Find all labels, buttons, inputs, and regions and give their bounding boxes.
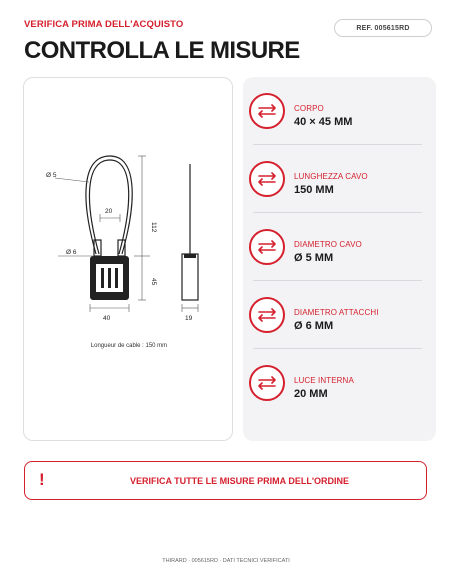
cable-length-caption: Longueur de cable : 150 mm	[90, 343, 168, 349]
spec-value: 20 MM	[294, 388, 328, 400]
alert-text: VERIFICA TUTTE LE MISURE PRIMA DELL'ORDINE	[130, 476, 349, 486]
page-kicker: VERIFICA PRIMA DELL'ACQUISTO	[24, 19, 184, 30]
spec-label: DIAMETRO ATTACCHI	[294, 308, 379, 317]
spec-label: LUNGHEZZA CAVO	[294, 172, 368, 181]
spec-row-shackle-diameter	[243, 281, 436, 349]
label-inner-width: 20	[105, 208, 113, 215]
dial-2	[108, 268, 111, 288]
measurement-alert	[24, 461, 427, 500]
padlock-technical-drawing	[24, 78, 234, 358]
spec-value: 40 × 45 MM	[294, 116, 353, 128]
spec-value: Ø 5 MM	[294, 252, 334, 264]
exclamation-icon: !	[39, 470, 45, 489]
spec-label: DIAMETRO CAVO	[294, 240, 362, 249]
label-body-height: 45	[150, 278, 157, 286]
spec-label: CORPO	[294, 104, 324, 113]
page-footer: THIRARD · 005615RD · DATI TECNICI VERIFICATI	[162, 558, 290, 564]
spec-row-inner-clearance	[243, 349, 436, 417]
dial-3	[115, 268, 118, 288]
side-cap	[184, 254, 196, 258]
spec-value: 150 MM	[294, 184, 334, 196]
specs-panel	[243, 77, 436, 441]
label-shackle-diameter: Ø 6	[66, 249, 77, 256]
leader-cable-diameter	[55, 178, 89, 182]
label-cable-diameter: Ø 5	[46, 172, 57, 179]
spec-row-cable-diameter	[243, 213, 436, 281]
horizontal-double-arrow-icon	[249, 297, 285, 333]
horizontal-double-arrow-icon	[249, 161, 285, 197]
dial-1	[101, 268, 104, 288]
label-body-width: 40	[103, 315, 111, 322]
horizontal-double-arrow-icon	[249, 365, 285, 401]
label-total-height: 112	[150, 222, 157, 233]
spec-label: LUCE INTERNA	[294, 376, 354, 385]
horizontal-double-arrow-icon	[249, 229, 285, 265]
side-body	[182, 254, 198, 300]
page-title: CONTROLLA LE MISURE	[24, 37, 300, 64]
label-body-depth: 19	[185, 315, 193, 322]
reference-badge: REF. 005615RD	[334, 19, 432, 37]
spec-row-cable-length	[243, 145, 436, 213]
spec-value: Ø 6 MM	[294, 320, 334, 332]
technical-drawing-card	[23, 77, 233, 441]
spec-row-body	[243, 77, 436, 145]
horizontal-double-arrow-icon	[249, 93, 285, 129]
